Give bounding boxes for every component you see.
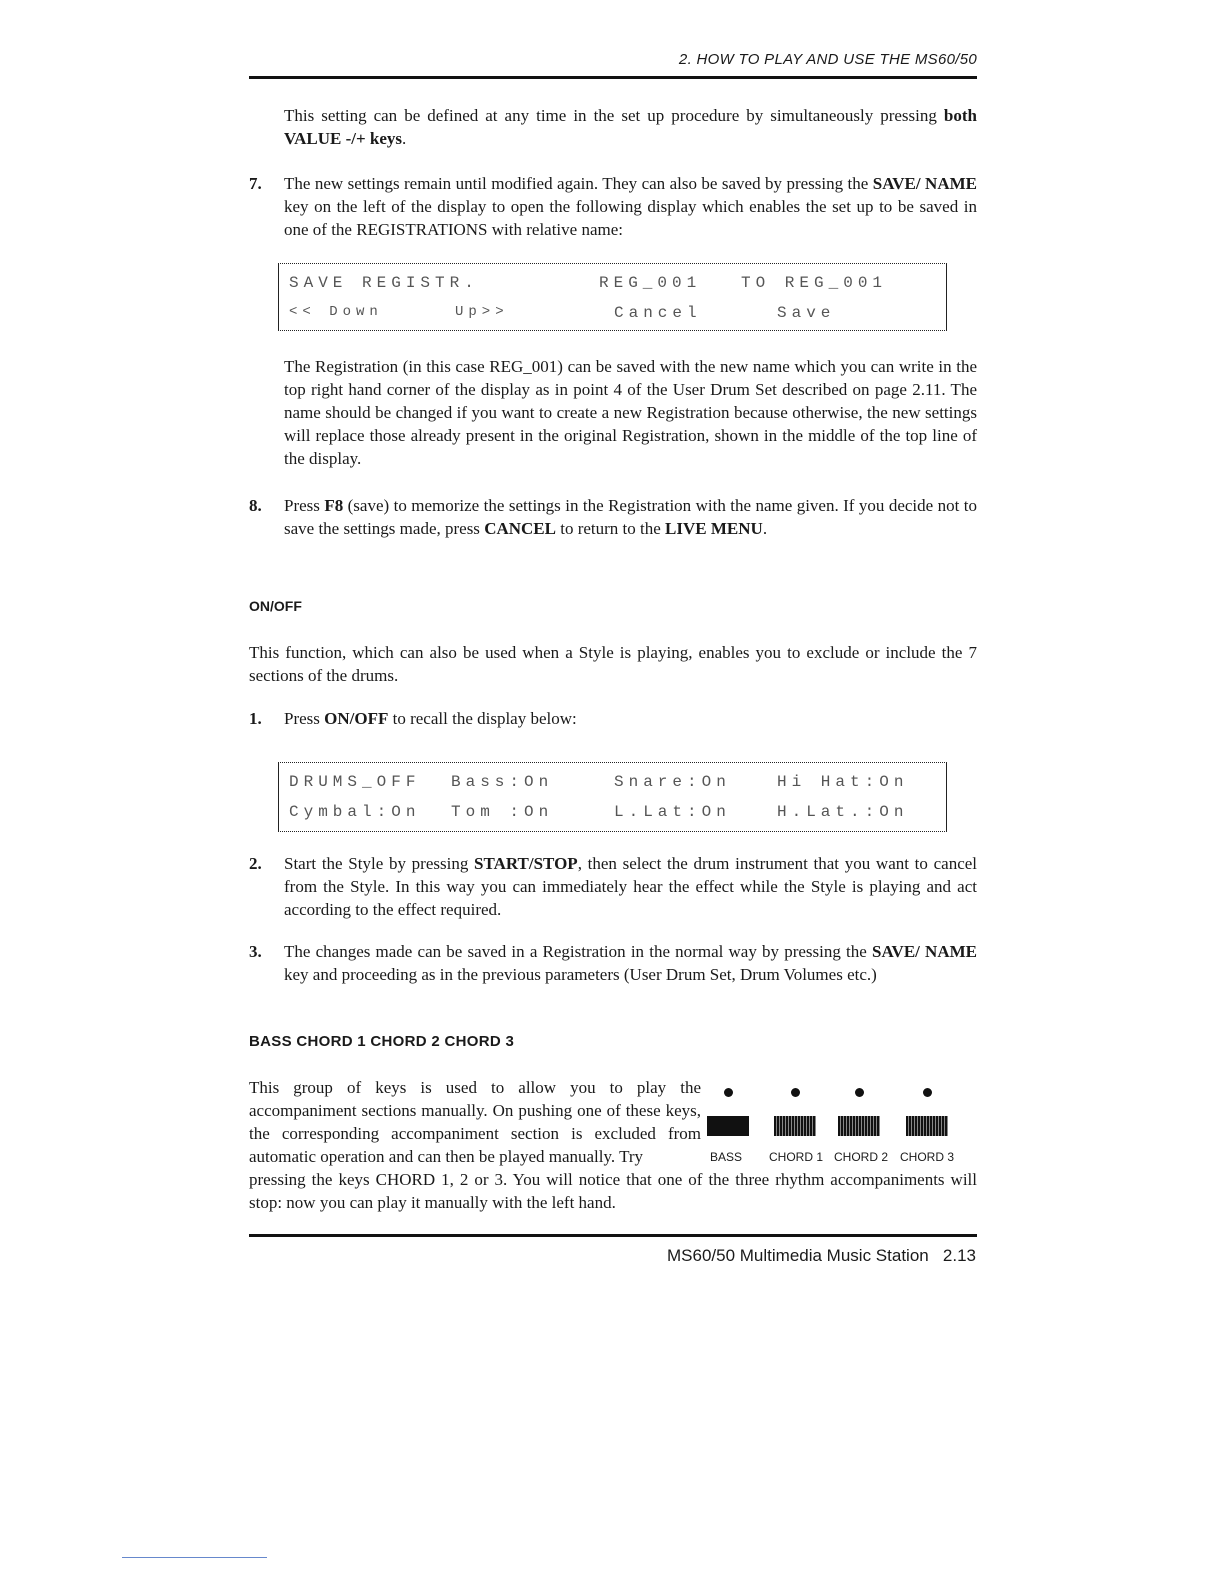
chord3-key-label: CHORD 3 — [900, 1150, 955, 1164]
onoff-heading: ON/OFF — [249, 598, 302, 614]
onoff-step-1-text: Press ON/OFF to recall the display below: — [284, 709, 577, 728]
chord2-key[interactable] — [838, 1116, 880, 1136]
page-header: 2. HOW TO PLAY AND USE THE MS60/50 — [678, 51, 977, 68]
lcd-drums-off — [278, 762, 947, 832]
chord1-led-icon — [791, 1088, 800, 1097]
page-footer — [600, 1246, 976, 1266]
page-number: 2.13 — [942, 1246, 976, 1265]
lcd-save-up: Up>> — [455, 304, 509, 320]
step-7-number: 7. — [249, 174, 262, 193]
header-rule — [249, 76, 977, 79]
lcd-drums-snare: Snare:On — [614, 773, 731, 791]
intro-paragraph: This setting can be defined at any time in the set up procedure by simultaneously pressing both VALUE -/+ keys. — [284, 106, 977, 148]
lcd-drums-bass: Bass:On — [451, 773, 554, 791]
registration-note: The Registration (in this case REG_001) can be saved with the new name which you can write in the top right hand corner of the display as in point 4 of the User Drum Set described on page 2.11. The name should be changed if you want to create a new Registration because otherwise, the new settings will replace those already present in the original Registration, shown in the middle of the top line of the display. — [284, 357, 977, 468]
step-3-number: 3. — [249, 942, 262, 961]
bass-key-label: BASS — [710, 1150, 743, 1164]
lcd-drums-hihat: Hi Hat:On — [777, 773, 909, 791]
chord-text-full: pressing the keys CHORD 1, 2 or 3. You will notice that one of the three rhythm accompaniments will stop: now you can play it manually with the left hand. — [249, 1170, 977, 1212]
step-2-text: Start the Style by pressing START/STOP, then select the drum instrument that you want to cancel from the Style. In this way you can immediately hear the effect while the Style is playing and act according to the effect required. — [284, 854, 978, 919]
intro-bold: both VALUE -/+ keys — [284, 106, 977, 148]
chord2-key-label: CHORD 2 — [834, 1150, 889, 1164]
lcd-save-source: REG_001 — [599, 274, 702, 292]
chord3-led-icon — [923, 1088, 932, 1097]
step-8-text: Press F8 (save) to memorize the settings in the Registration with the name given. If you decide not to save the settings made, press CANCEL to return to the LIVE MENU. — [284, 496, 977, 538]
lcd-drums-hlat: H.Lat.:On — [777, 803, 909, 821]
onoff-description: This function, which can also be used when a Style is playing, enables you to exclude or include the 7 sections of the drums. — [249, 643, 977, 685]
chord1-key-label: CHORD 1 — [769, 1150, 824, 1164]
bass-key[interactable] — [707, 1116, 749, 1136]
step-3-text: The changes made can be saved in a Registration in the normal way by pressing the SAVE/ NAME key and proceeding as in the previous parameters (User Drum Set, Drum Volumes etc.) — [284, 942, 977, 984]
lcd-save-cancel: Cancel — [614, 304, 702, 322]
lcd-drums-tom: Tom :On — [451, 803, 554, 821]
lcd-save-registration — [278, 263, 947, 331]
step-7-text: The new settings remain until modified again. They can also be saved by pressing the SAVE/ NAME key on the left of the display to open the following display which enables the set up to be saved in one of the REGISTRATIONS with relative name: — [284, 174, 977, 239]
footer-rule — [249, 1234, 977, 1237]
onoff-step-1-number: 1. — [249, 709, 262, 728]
lcd-save-down: << Down — [289, 304, 383, 320]
chord3-key[interactable] — [906, 1116, 948, 1136]
step-2-number: 2. — [249, 854, 262, 873]
footer-title: MS60/50 Multimedia Music Station — [667, 1246, 929, 1265]
lcd-save-title: SAVE REGISTR. — [289, 274, 479, 292]
lcd-save-save: Save — [777, 304, 836, 322]
step-8-number: 8. — [249, 496, 262, 515]
bottom-scan-line — [122, 1557, 267, 1558]
chord-text-wrapped: This group of keys is used to allow you to play the accompaniment sections manually. On pushing one of these keys, the corresponding accompaniment section is excluded from automatic operation and can then be played manually. Try — [249, 1078, 701, 1166]
lcd-drums-title: DRUMS_OFF — [289, 773, 421, 791]
bass-led-icon — [724, 1088, 733, 1097]
lcd-drums-llat: L.Lat:On — [614, 803, 731, 821]
lcd-drums-cymbal: Cymbal:On — [289, 803, 421, 821]
chord1-key[interactable] — [774, 1116, 816, 1136]
chord2-led-icon — [855, 1088, 864, 1097]
lcd-save-target: TO REG_001 — [741, 274, 888, 292]
chord-heading: BASS CHORD 1 CHORD 2 CHORD 3 — [249, 1033, 515, 1050]
